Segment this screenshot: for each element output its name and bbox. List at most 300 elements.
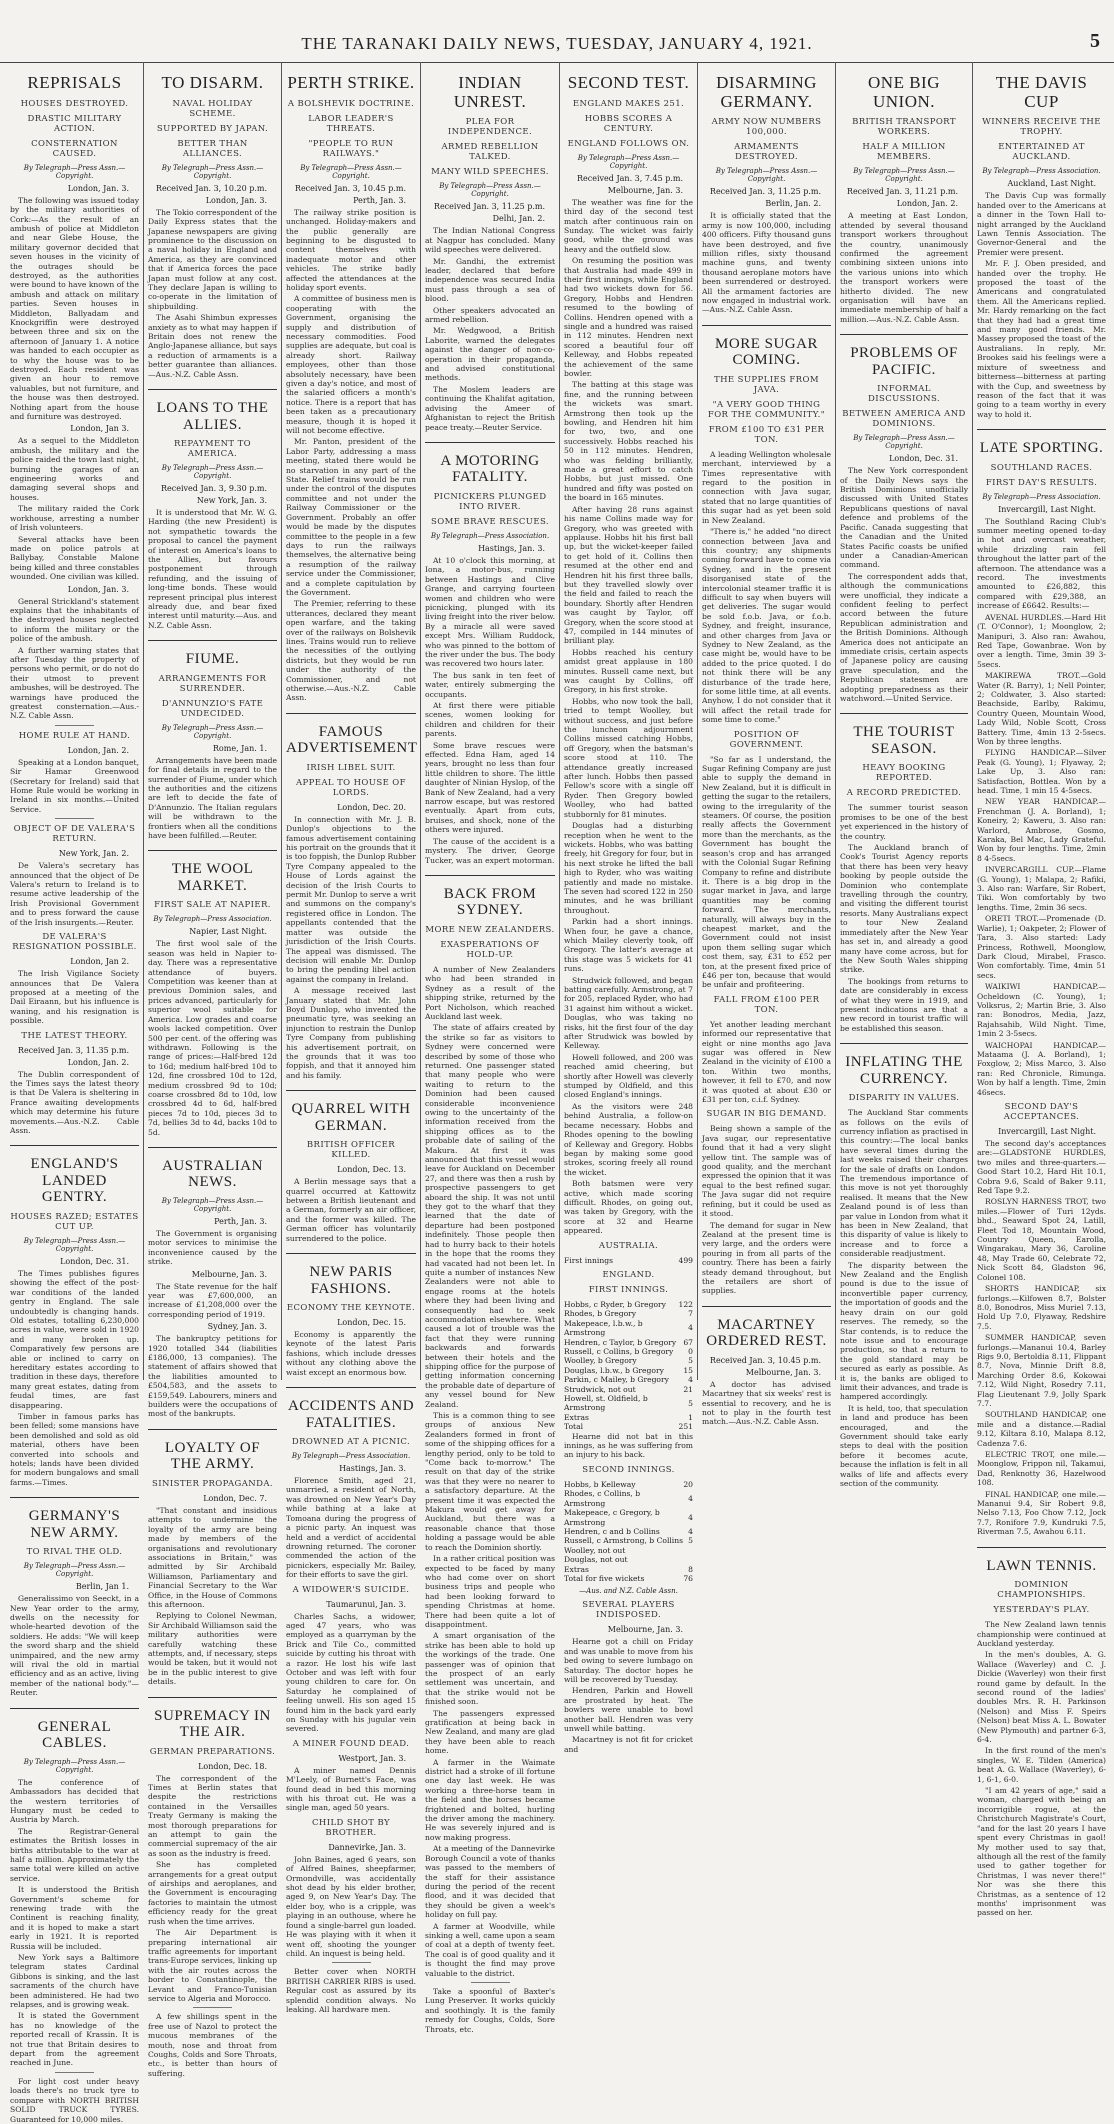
article-subheading: BRITISH OFFICER KILLED.: [306, 1140, 396, 1161]
article-paragraph: Strudwick followed, and began batting carefully. Armstrong, at 7 for 205, replaced Ryder, who had 31 against him without a wicket. Douglas, who was taking no risks, hit the first four of the day after Strudwick was bowled by Kelleway.: [564, 975, 693, 1051]
newspaper-columns: [6, 62, 1110, 2124]
scorecard-runs: 5: [688, 1356, 693, 1366]
scorecard-runs: 4: [688, 1512, 693, 1522]
article-headline: QUARREL WITH GERMAN.: [291, 1101, 411, 1134]
article-paragraph: A leading Wellington wholesale merchant, interviewed by a Times representative with regard to the position in connection with Java sugar, stated that no large quantities of this sugar had as yet been sold in New Zealand.: [702, 449, 831, 525]
article-headline: SUPREMACY IN THE AIR.: [154, 1707, 271, 1741]
article-headline: AUSTRALIAN NEWS.: [162, 1157, 263, 1191]
dateline: Sydney, Jan. 3.: [207, 1322, 267, 1332]
scorecard-runs: 21: [683, 1384, 693, 1394]
scorecard-entry: Hobbs, c Ryder, b Gregory: [564, 1299, 666, 1309]
article-subheading: APPEAL TO HOUSE OF LORDS.: [296, 777, 406, 798]
dateline: Received Jan. 3, 10.45 p.m.: [294, 183, 406, 193]
column-3: [282, 62, 421, 2014]
article-subheading: BETWEEN AMERICA AND DOMINIONS.: [842, 409, 966, 430]
article-paragraph: A further warning states that after Tuesday the property of persons who permit, or do not do their utmost to prevent ambushes, will be destroyed. The warnings have produced the greatest consternation.—Aus.-N.Z. Cable Assn.: [10, 645, 139, 721]
dateline: New York, Jan. 3.: [196, 496, 267, 505]
article-paragraph: In connection with Mr. J. B. Dunlop's objections to the famous advertisement containing his portrait on the grounds that it is too foppish, the Dunlop Rubber Tyre Company appealed to the House of Lords against the decision of the Irish Courts to permit Mr. Dunlop to serve a writ and summons on the company's registered office in London. The appellants contended that the matter was outside the jurisdiction of the Irish Courts. The appeal was dismissed. The decision will enable Mr. Dunlop to bring the pending libel action against the company in Ireland.: [286, 814, 416, 984]
article-paragraph: Arrangements have been made for final details in regard to the surrender of Fiume, under which the authorities and the citizens are left to decide the fate of D'Annunzio. The Italian regulars will be withdrawn to the frontiers when all the conditions have been fulfilled.—Reuter.: [148, 755, 277, 841]
scorecard-entry: Parkin, c Mailey, b Gregory: [564, 1375, 669, 1385]
article-paragraph: Hearne got a chill on Friday and was unable to move from his bed owing to severe lumbago on Saturday. The doctor hopes he will be recovered by Tuesday.: [564, 1637, 693, 1684]
article-subheading: D'ANNUNZIO'S FATE UNDECIDED.: [161, 698, 264, 719]
scorecard-row: [564, 1394, 693, 1413]
article-headline: A MOTORING FATALITY.: [440, 452, 540, 486]
article-paragraph: Other speakers advocated an armed rebellion.: [425, 305, 555, 325]
scorecard-runs: 251: [678, 1422, 693, 1432]
article-paragraph: Yet another leading merchant informed our representative that eight or nine months ago Java sugar was offered in New Zealand in the vicinity of £100 a ton. Within two months, however, it fell to £70, and now it was quoted at about £30 or £31 per ton, c.i.f. Sydney.: [702, 1019, 831, 1105]
article-subheading: A MINER FOUND DEAD.: [292, 1738, 410, 1749]
scorecard-entry: Makepeace, c Gregory, b Armstrong: [564, 1508, 660, 1527]
dateline: Perth, Jan. 3.: [214, 1216, 267, 1226]
article-paragraph: A meeting at East London, attended by several thousand transport workers throughout the country, unanimously confirmed the agreement combining sixteen unions into the various unions into which the transport workers were hitherto divided. The new organisation will have an immediate membership of half a million.—Aus.-N.Z. Cable Assn.: [840, 211, 968, 324]
wire-credit: By Telegraph—Press Association.: [153, 915, 272, 924]
article-subheading: IRISH LIBEL SUIT.: [306, 762, 396, 773]
wire-credit: By Telegraph—Press Assn.—Copyright.: [300, 163, 402, 180]
article-subheading: INFORMAL DISCUSSIONS.: [868, 384, 940, 405]
dateline: Invercargill, Last Night.: [998, 504, 1096, 514]
article-subheading: A RECORD PREDICTED.: [846, 788, 962, 799]
article-subheading: CHILD SHOT BY BROTHER.: [312, 1817, 390, 1838]
article-headline: INFLATING THE CURRENCY.: [845, 1054, 963, 1087]
article-headline: ONE BIG UNION.: [868, 73, 940, 111]
article-headline: ENGLAND'S LANDED GENTRY.: [30, 1156, 119, 1206]
article-paragraph: MAKIREWA TROT.—Gold Water (R. Barry), 1; Nell Pointer, 2; Coldwater, 3. Also started: Beachside, Earlby, Rakimu, Country Queen, Mountain Wood, Lady Wild, Noble Scott, Cross Battery. Time, 4min 13 2-5secs. Won by three lengths.: [977, 671, 1106, 746]
article-subheading: POSITION OF GOVERNMENT.: [729, 729, 804, 750]
article-paragraph: The Registrar-General estimates the British losses in births attributable to the war at half a million. Approximately the same total were killed on active service.: [10, 1826, 139, 1883]
scorecard-row: [564, 1413, 693, 1422]
scorecard-runs: 4: [688, 1526, 693, 1536]
article-subheading: FIRST SALE AT NAPIER.: [154, 900, 271, 911]
section-divider: [148, 640, 277, 641]
section-divider: [10, 1145, 139, 1146]
section-divider: [148, 1697, 277, 1698]
section-divider: [10, 1497, 139, 1498]
article-paragraph: The batting at this stage was fine, and the running between the wickets was smart. Armstrong then took up the bowling, and Hendren hit him for two, two, and one successively. Hobbs reached his 50 in 112 minutes. Hendren, who was fielding brilliantly, made a great effort to catch Hobbs, but just missed. One hundred and fifty was posted on the board in 165 minutes.: [564, 380, 693, 503]
section-divider: [977, 1547, 1106, 1548]
section-divider: [148, 850, 277, 851]
article-paragraph: Some brave rescues were effected. Edna Ham, aged 14 years, brought no less than four little children to shore. The little daughter of Ninian Hyslop, of the Bank of New Zealand, had a very narrow escape, but was restored eventually. Apart from cuts, bruises, and shock, none of the others were injured.: [425, 740, 555, 835]
scorecard-entry: Hobbs, b Kelleway: [564, 1479, 636, 1489]
scorecard-entry: Russell, c Collins, b Gregory: [564, 1347, 674, 1356]
article-paragraph: The first wool sale of the season was held in Napier to-day. There was a representative attendance of buyers. Competition was keener than at previous Dominion sales, and prices advanced, particularly for superior wool suitable for America. Low grades and coarse wools lacked competition. Over 500 per cent. of the offering was withdrawn. Following is the range of prices:—Half-bred 12d to 16d; medium half-bred 10d to 12d, fine crossbred 10d to 12d, medium crossbred 9d to 10d; coarse crossbred 8d to 10d, low crossbred 4d to 6d, half-bred pieces 7d to 10d, pieces 3d to 7d, bellies 3d to 4d, backs 10d to 5d.: [148, 939, 277, 1137]
article-headline: LATE SPORTING.: [979, 440, 1104, 457]
article-paragraph: A farmer at Woodville, while sinking a well, came upon a seam of coal at a depth of twenty feet. The coal is of good quality and it is thought the find may prove valuable to the district.: [425, 1921, 555, 1978]
wire-credit: By Telegraph—Press Assn.—Copyright.: [853, 434, 955, 451]
dateline: London, Dec. 20.: [337, 802, 406, 812]
scorecard-row: [564, 1385, 693, 1394]
article-paragraph: The Times publishes figures showing the effect of the post-war conditions of the landed gentry in England. The sale undoubtedly is changing hands. Old estates, totalling 6,230,000 acres in value, were sold in 1920 and many broken up. Comparatively few persons are able or inclined to carry on hereditary estates according to tradition in these days, therefore many great estates, dating from feudal times, are fast disappearing.: [10, 1268, 139, 1410]
article-paragraph: "I am 42 years of age," said a woman, charged with being an incorrigible rogue, at the Christchurch Magistrate's Court, "and for the last 20 years I have spent every Christmas in gaol! My mother used to say that, although all the rest of the family used to gather together for Christmas, I was never there!" Nor was she there this Christmas, as a sentence of 12 months' imprisonment was passed on her.: [977, 1786, 1106, 1918]
scorecard-row: [564, 1508, 693, 1527]
scorecard-runs: 0: [688, 1347, 693, 1356]
article-paragraph: In the men's doubles, A. G. Wallace (Waverley) and C. J. Dickie (Waverley) won their first round game by default. In the second round of the ladies' doubles Mrs. R. H. Parkinson (Nelson) and Miss F. Speirs (Nelson) beat Miss A. L. Bowater (New Plymouth) and partner 6-3, 6-4.: [977, 1650, 1106, 1745]
scorecard-row: [564, 1309, 693, 1318]
article-headline: GENERAL CABLES.: [37, 1718, 112, 1752]
article-paragraph: On resuming the position was that Australia had made 499 in their first innings, while England had two wickets down for 56. Gregory, Hobbs and Hendren resumed to the bowling of Collins. Hendren opened with a single and a hundred was raised in 112 minutes. Hendren next scored a beautiful four off Kelleway, and Hobbs repeated the achievement of the same bowler.: [564, 256, 693, 378]
scorecard-entry: Douglas, not out: [564, 1555, 628, 1565]
scorecard-entry: Howell, st. Oldfield, b Armstrong: [564, 1394, 648, 1413]
article-headline: PERTH STRIKE.: [287, 73, 415, 92]
scorecard-row: [564, 1256, 693, 1265]
scorecard-runs: 5: [688, 1398, 693, 1408]
article-paragraph: Mr. Panton, president of the Labor Party, addressing a mass meeting, stated there would be no starvation in any part of the State. Relief trains would be run under the control of the disputes committee and not under the Railway Commissioner or the Government. Probably an offer would be made by the disputes committee to the people in a few days to run the railways themselves, the alternative being a resumption of the railway service under the Commissioner, and a complete capitulation by the Government.: [286, 437, 416, 597]
scorecard-entry: Extras: [564, 1564, 589, 1574]
section-divider: [148, 389, 277, 390]
dateline: Melbourne, Jan. 3.: [191, 1269, 267, 1279]
article-paragraph: Hobbs, who now took the ball, tried to tempt Woolley, but without success, and just before the luncheon adjournment Collins missed catching Hobbs, off Gregory, when the batsman's score stood at 110. The attendance greatly increased after lunch. Hobbs then passed Fellow's score with a single off Ryder. Then Gregory bowled Woolley, who had batted stubbornly for 81 minutes.: [564, 696, 693, 819]
article-paragraph: Several attacks have been made on police patrols at Ballybay, Constable Malone being killed and three constables wounded. One civilian was killed.: [10, 534, 140, 582]
section-divider: [148, 1147, 277, 1148]
scorecard-row: [564, 1356, 693, 1365]
dateline: Berlin, Jan. 2.: [765, 199, 821, 209]
wire-credit: By Telegraph—Press Assn.—Copyright.: [23, 1562, 126, 1579]
article-paragraph: The Irish Vigilance Society announces that De Valera proposed at a meeting of the Dail Eiraann, but his influence is waning, and his resignation is possible.: [10, 969, 139, 1026]
article-subheading: SEVERAL PLAYERS INDISPOSED.: [582, 1600, 675, 1621]
article-paragraph: SHORTS HANDICAP, six furlongs.—Kilfowen 8.7, Bolster 8.0, Bonodros, Miss Muriel 7.13, Hold Up 7.0, Flyaway, Redshire 7.5.: [977, 1284, 1106, 1331]
article-paragraph: Hearne did not bat in this innings, as he was suffering from an injury to his back.: [564, 1431, 693, 1460]
article-paragraph: It is understood the British Government's scheme for renewing trade with the Continent is reaching finality, and it is hoped to make a start early in 1921. It is reported Russia will be included.: [10, 1885, 139, 1951]
scorecard-row: [564, 1375, 693, 1384]
article-paragraph: A message received last January stated that Mr. John Boyd Dunlop, who invented the pneumatic tyre, was seeking an injunction to restrain the Dunlop Tyre Company from publishing his advertisement portrait, on the grounds that it was too foppish, and that it annoyed him and his family.: [286, 986, 416, 1080]
article-paragraph: SOUTHLAND HANDICAP, one mile and a distance.—Radial 9.12, Kiltara 8.10, Malapa 8.12, Cadenza 7.6.: [977, 1410, 1106, 1448]
section-divider: [286, 1387, 416, 1388]
article-paragraph: The State revenue for the half year was £7,600,000, an increase of £1,208,000 over the corresponding period of 1919.: [148, 1281, 277, 1319]
article-paragraph: Hendren, Parkin and Howell are prostrated by heat. The bowlers were unable to bowl another ball. Hendren was very unwell while batting.: [564, 1686, 693, 1733]
article-paragraph: The summer tourist season promises to be one of the best yet experienced in the history of the country.: [840, 803, 968, 841]
scorecard-runs: 499: [678, 1255, 693, 1265]
article-subheading: HOBBS SCORES A CENTURY.: [584, 113, 673, 134]
dateline: Received Jan. 3, 7.45 p.m.: [577, 173, 683, 183]
article-paragraph: The New York correspondent of the Daily News says the British Dominions unofficially discussed with United States Republicans questions of naval defence and problems of the Pacific. Canada suggesting that the Canadian and the United States Pacific coasts be unified under a Canadian-American command.: [840, 466, 968, 570]
article-paragraph: The Auckland Star comments as follows on the evils of currency inflation as practised in this country:—The local banks have several times during the last weeks raised their charges for the sale of drafts on London. The tremendous importance of this move is not yet thoroughly realised. It means that the New Zealand pound is of less than par value in London from what it has been in New Zealand, that this disparity of value is likely to increase and to force a considerable readjustment.: [840, 1108, 968, 1259]
scorecard-entry: Hendren, c and b Collins: [564, 1526, 660, 1536]
article-paragraph: The bankruptcy petitions for 1920 totalled 344 (liabilities £186,000, 13 companies). The statement of affairs showed that the liabilities amounted to £504,583, and the assets to £159,549. Labourers, miners and builders were the occupations of most of the bankrupts.: [148, 1334, 277, 1419]
column-2: [144, 62, 282, 2078]
article-paragraph: As a sequel to the Middleton ambush, the military and the police raided the town last night, burning the garages of an engineering works and damaging several shops and houses.: [10, 436, 139, 502]
dateline: Received Jan. 3, 11.35 p.m.: [17, 1045, 129, 1055]
dateline: Dannevirke, Jan. 3.: [328, 1842, 406, 1852]
article-paragraph: ELECTRIC TROT, one mile.—Moonglow, Frippon nil, Takamui, Dad, Renknotty 36, Hazelwood 108.: [977, 1450, 1106, 1488]
scorecard-entry: Rhodes, b Gregory: [564, 1309, 637, 1319]
article-paragraph: The Government is organising motor services to minimise the inconvenience caused by the strike.: [148, 1228, 277, 1267]
article-paragraph: SUMMER HANDICAP, seven furlongs.—Mananui 10.4, Barley Rigs 9.0, Bertoldia 8.11, Flippant 8.7, Nova, Minnie Drift 8.8, Marching Order 8.6, Kokowai 7.12, Wild Night, Rosedry 7.11, Flag Lieutenant 7.9, Jolly Spark 7.7.: [977, 1333, 1106, 1408]
article-headline: LAWN TENNIS.: [986, 1557, 1097, 1574]
column-1: [6, 62, 144, 2124]
article-paragraph: Economy is apparently the keynote of the latest Paris fashions, which include dresses without any clothing above the waist except an enormous bow.: [286, 1330, 416, 1377]
dateline: London, Jan. 2.: [67, 745, 129, 755]
scorecard-runs: 76: [683, 1573, 693, 1583]
divider-rule: [55, 2072, 94, 2073]
article-paragraph: Generalissimo von Seeckt, in a New Year order to the army, dwells on the necessity for whole-hearted devotion of the soldiers. He adds: "We will keep the sword sharp and the shield unimpaired, and the new army will rival the old in martial efficiency and as an active, living member of the national body."—Reuter.: [10, 1594, 139, 1698]
article-headline: MORE SUGAR COMING.: [715, 335, 818, 369]
wire-credit: By Telegraph—Press Assn.—Copyright.: [161, 464, 264, 480]
article-subheading: ARRANGEMENTS FOR SURRENDER.: [158, 673, 267, 694]
article-headline: MACARTNEY ORDERED REST.: [706, 1316, 827, 1350]
scorecard-runs: 20: [683, 1479, 693, 1489]
article-subheading: ENTERTAINED AT AUCKLAND.: [998, 142, 1085, 163]
masthead: [0, 0, 1114, 63]
article-paragraph: It is officially stated that the army is now 100,000, including 400 officers. Fifty thousand guns have been destroyed, and five million rifles, sixty thousand machine guns, and twenty thousand aeroplane motors have been surrendered or destroyed. All the armament factories are now engaged in industrial work.—Aus.-N.Z. Cable Assn.: [702, 211, 831, 315]
article-subheading: WINNERS RECEIVE THE TROPHY.: [982, 117, 1101, 138]
article-paragraph: The Asahi Shimbun expresses anxiety as to what may happen if Britain does not renew the Anglo-Japanese alliance, but says a reduction of armaments is a better guarantee than alliances.—Aus.-N.Z. Cable Assn.: [148, 313, 277, 379]
article-paragraph: A number of New Zealanders who had been stranded in Sydney as a result of the shipping strike, returned by the Port Nicholson, which reached Auckland last week.: [425, 964, 555, 1021]
wire-credit: By Telegraph—Press Association.: [430, 531, 550, 540]
scorecard-runs: 4: [688, 1375, 693, 1385]
article-paragraph: In a rather critical position was expected to be faced by many who had come over on short business trips and people who had been looking forward to spending Christmas at home. There had been quite a lot of disappointment.: [425, 1554, 555, 1629]
wire-credit: By Telegraph—Press Association.: [982, 167, 1101, 176]
wire-credit: By Telegraph—Press Assn.—Copyright.: [161, 723, 264, 740]
column-7: [836, 62, 973, 1488]
article-paragraph: The following was issued today by the military authorities of Cork:—As the result of an ambush of police at Middleton and near Glebe House, the military governor decided that seven houses in the vicinity of the outrages should be destroyed, as the authorities were bound to have known of the ambush and attack on military parties. Seven houses in Middleton, Ballyadam and Knockgriffin were destroyed between three and six on the afternoon of January 1. A notice was handed to each occupier as to why the house was to be destroyed. Each resident was given an hour to remove valuables, but not furniture, and the house was then destroyed. Nothing apart from the house and furniture was destroyed.: [10, 195, 139, 422]
article-paragraph: The demand for sugar in New Zealand at the present time is very large, and the orders were pouring in from all parts of the country. There has been a fairly steady demand throughout, but the retailers are short of supplies.: [702, 1220, 831, 1296]
article-paragraph: A smart organisation of the strike has been able to hold up the workings of the trade. One passenger was of opinion that the prospect of an early settlement was uncertain, and that the strike would not be finished soon.: [425, 1631, 555, 1707]
section-divider: [425, 875, 555, 876]
article-paragraph: Speaking at a London banquet, Sir Hamar Greenwood (Secretary for Ireland) said that Home Rule would be working in Ireland in six months.—United Service.: [10, 757, 139, 814]
article-paragraph: Better cover when NORTH BRITISH CARRIER RIBS is used. Regular cost as assured by its splendid condition always. No leaking. All hardware men.: [286, 1967, 416, 2014]
wire-credit: By Telegraph—Press Assn.—Copyright.: [577, 153, 680, 170]
dateline: London, Jan. 3.: [67, 183, 129, 193]
article-subheading: SINISTER PROPAGANDA.: [152, 1478, 273, 1489]
article-paragraph: Douglas had a disturbing reception when he went to the wickets. Hobbs, who was batting freely, hit Gregory for four, but in his next stroke he lifted the ball high to Ryder, who was waiting patiently and made no mistake. The seven had scored 122 in 250 minutes, and he was brilliant throughout.: [564, 821, 693, 915]
dateline: London, Jan. 3.: [67, 584, 129, 594]
article-subheading: CONSTERNATION CAUSED.: [31, 138, 118, 159]
dateline: Received Jan. 3, 11.25 p.m.: [433, 202, 545, 212]
wire-credit: By Telegraph—Press Assn.—Copyright.: [853, 167, 955, 184]
article-paragraph: AVENAL HURDLES.—Hard Hit (T. O'Connor), 1; Moonglow, 2; Manipuri, 3. Also ran: Awahou, Red Tape, Gowanbrae. Won by over a length. Time, 3min 39 3-5secs.: [977, 612, 1106, 669]
article-subheading: REPAYMENT TO AMERICA.: [173, 439, 252, 459]
dateline: Invercargill, Last Night.: [998, 1127, 1096, 1136]
wire-credit: By Telegraph—Press Assn.—Copyright.: [161, 1196, 264, 1213]
article-paragraph: INVERCARGILL CUP.—Flame (G. Young), 1; Malapa, 2; Rafiki, 3. Also ran: Warfare, Sir Robert, Tiki. Won comfortably by two lengths. Time, 2min 36 secs.: [977, 865, 1106, 912]
wire-credit: By Telegraph—Press Association.: [982, 492, 1101, 501]
article-paragraph: Both batsmen were very active, which made scoring difficult. Rhodes, on going out, was taken by Gregory, with the score at 32 and Hearne appeared.: [564, 1179, 693, 1236]
article-subheading: "A VERY GOOD THING FOR THE COMMUNITY.": [707, 399, 826, 420]
article-subheading: ARMAMENTS DESTROYED.: [734, 142, 799, 163]
section-divider: [10, 1708, 139, 1709]
scorecard-entry: Total for five wickets: [564, 1573, 645, 1583]
article-paragraph: The military raided the Cork workhouse, arresting a number of Irish volunteers.: [10, 504, 139, 533]
article-paragraph: Mr. Wedgwood, a British Laborite, warned the delegates against the danger of non-co-operation in their propaganda, and advised constitutional methods.: [425, 326, 555, 383]
article-paragraph: WAIKIWI HANDICAP.—Ocheldown (C. Young), 1; Volksrus, 2; Martin Brie, 3. Also ran: Bonodros, Media, Jazz, Rajahsahib, Wild Night. Time, 1min 2 3-5secs.: [977, 982, 1106, 1039]
article-paragraph: The correspondent of the Times at Berlin states that despite the restrictions contained in the Versailles Treaty Germany is making the most thorough preparations for an attempt to gain the commercial supremacy of the air as soon as the industry is freed.: [148, 1773, 277, 1858]
section-divider: [286, 1253, 416, 1254]
scorecard-table: [564, 1300, 693, 1432]
article-paragraph: The state of affairs created by the strike so far as visitors to Sydney were concerned were described by some of those who returned. One passenger stated that many people who were waiting to return to the Dominion had been caused considerable inconvenience owing to the uncertainty of the information received from the shipping offices as to the probable date of sailing of the Makura. At first it was announced that this vessel would leave for Auckland on December 27, and there was then a rush by prospective passengers to get aboard the ship. It was not until they got to the wharf that they learned that the date of departure had been postponed indefinitely. Those people then had to hurry back to their hotels in the hope that the rooms they had vacated had not been let. In quite a number of instances New Zealanders were not able to engage rooms at the hotels where they had been living and consequently had to seek accommodation elsewhere. What caused a lot of trouble was the fact that they were running backwards and forwards between their hotels and the shipping office for the purpose of getting information concerning the probable date of departure of any vessel bound for New Zealand.: [425, 1023, 555, 1409]
section-divider: [148, 1429, 277, 1430]
article-subheading: NAVAL HOLIDAY SCHEME.: [172, 98, 253, 119]
scorecard-runs: 4: [688, 1493, 693, 1503]
article-paragraph: The second day's acceptances are:—GLADSTONE HURDLES, two miles and three-quarters.—Good Start 10.2, Hard Hit 10.1, Cobra 9.6, Scald of Baker 9.11, Red Tape 9.2.: [977, 1139, 1106, 1196]
dateline: Berlin, Jan 1.: [75, 1582, 129, 1592]
scorecard-entry: Russell, c Armstrong, b Collins: [564, 1536, 684, 1546]
article-paragraph: Parkin had a short innings. When four, he gave a chance, which Mailey cleverly took, off Gregory. The latter's average at this stage was 5 wickets for 41 runs.: [564, 917, 693, 974]
page-number: 5: [1090, 30, 1100, 52]
article-subheading: FIRST DAY'S RESULTS.: [985, 477, 1098, 488]
article-paragraph: ORETI TROT.—Promenade (D. Warlie), 1; Oakpeter, 2; Flower of Tara, 3. Also started: Lady Princess, Rothwell, Moonglow, Dark Cloud, Mirabel, Frasco. Won comfortably. Time, 4min 51 secs.: [977, 914, 1106, 980]
article-headline: TO DISARM.: [161, 73, 264, 92]
article-paragraph: Macartney is not fit for cricket and: [564, 1735, 693, 1754]
dateline: Received Jan. 3, 10.20 p.m.: [155, 183, 267, 193]
newspaper-title: THE TARANAKI DAILY NEWS, TUESDAY, JANUARY 4, 1921.: [301, 34, 813, 53]
section-divider: [286, 713, 416, 714]
wire-credit: By Telegraph—Press Association.: [291, 1452, 411, 1461]
article-headline: FIUME.: [185, 651, 240, 668]
article-subheading: TO RIVAL THE OLD.: [26, 1547, 123, 1558]
article-paragraph: FLYING HANDICAP.—Silver Peak (G. Young), 1; Flyaway, 2; Lake Up, 3. Also ran: Satisfaction, Bottlea. Won by a head. Time, 1 min 15 4-5secs.: [977, 748, 1106, 795]
article-subheading: HEAVY BOOKING REPORTED.: [862, 763, 946, 784]
article-subheading: MORE NEW ZEALANDERS.: [425, 924, 555, 935]
column-5: [560, 62, 698, 1754]
article-paragraph: NEW YEAR HANDICAP.—Frenchman (J. A. Borland), 1; Koneiry, 2; Kaweru, 3. Also ran: Warlord, Ambrose, Gosmo, Karaka, Bel Mac, Lady Grateful. Won by four lengths. Time, 2min 8 4-5secs.: [977, 797, 1106, 863]
article-paragraph: She has completed arrangements for a great output of airships and aeroplanes, and the Government is encouraging factories to maintain the utmost efficiency ready for the great rush when the time arrives.: [148, 1860, 277, 1926]
divider-rule: [55, 725, 94, 726]
scorecard-row: [564, 1347, 693, 1356]
dateline: London, Dec. 13.: [337, 1165, 406, 1175]
article-paragraph: John Baines, aged 6 years, son of Alfred Baines, sheepfarmer, Ormondville, was accidentally shot dead by his elder brother, aged 9, on New Year's Day. The elder boy, who is a cripple, was playing in an outhouse, where he found a single-barrel gun loaded. He was playing with it when it went off, shooting the younger child. An inquest is being held.: [286, 1854, 416, 1958]
wire-credit: By Telegraph—Press Assn.—Copyright.: [715, 167, 818, 184]
section-divider: [702, 1306, 831, 1307]
article-headline: THE DAVIS CUP: [995, 73, 1088, 111]
article-headline: PROBLEMS OF PACIFIC.: [850, 345, 958, 378]
article-paragraph: The New Zealand lawn tennis championship were continued at Auckland yesterday.: [977, 1620, 1106, 1648]
dateline: London, Dec. 15.: [337, 1318, 406, 1328]
scorecard-entry: Rhodes, c Collins, b Armstrong: [564, 1489, 641, 1508]
article-paragraph: ROSLYN HARNESS TROT, two miles.—Flower of Turi 12yds. bhd., Seaward Spot 24, Latill, Fleet Tod 18, Mountain Wood, Country Queen, Earolla, Wingarakau, Mary 36, Caroline 48, May Trade 60, Celebrate 72, Nick Scott 84, Gladston 96, Colonel 108.: [977, 1197, 1106, 1282]
article-subheading: A BOLSHEVIK DOCTRINE.: [287, 98, 415, 109]
dateline: Hastings, Jan. 3.: [339, 1464, 406, 1474]
article-paragraph: The correspondent adds that, although the communications were unofficial, they indicate a confident feeling to perfect accord between the future Republican administration and the British Dominions. Although America does not anticipate an immediate crisis, certain aspects of Japanese policy are causing grave speculation, and the Republican statesmen are adopting preparedness as their watchword.—United Service.: [840, 571, 968, 703]
article-headline: THE WOOL MARKET.: [171, 861, 254, 894]
section-divider: [702, 325, 831, 326]
article-subheading: SUPPORTED BY JAPAN.: [156, 123, 269, 134]
section-divider: [840, 1043, 968, 1044]
article-headline: THE TOURIST SEASON.: [853, 724, 955, 757]
scorecard-entry: Extras: [564, 1412, 589, 1422]
article-subheading: DROWNED AT A PICNIC.: [291, 1437, 411, 1448]
scorecard-table: [564, 1480, 693, 1583]
article-subheading: LABOR LEADER'S THREATS.: [308, 113, 394, 134]
article-subheading: HOUSES RAZED; ESTATES CUT UP.: [10, 1211, 139, 1232]
scorecard-entry: Woolley, b Gregory: [564, 1356, 637, 1366]
scorecard-row: [564, 1536, 693, 1545]
article-paragraph: In the first round of the men's singles, W. E. Tilden (America) beat A. G. Wallace (Waverley), 6-1, 6-1, 6-0.: [977, 1746, 1106, 1784]
scorecard-runs: 5: [688, 1536, 693, 1546]
wire-credit: By Telegraph—Press Assn.—Copyright.: [23, 163, 126, 180]
article-paragraph: Charles Sachs, a widower, aged 47 years, who was employed as a quarryman by the Brick and Tile Co., committed suicide by cutting his throat with a razor. He lost his wife last October and was left with four young children to care for. On Saturday he complained of feeling unwell. His son aged 15 found him in the back yard early on Sunday with his jugular vein severed.: [286, 1611, 416, 1734]
article-paragraph: Take a spoonful of Baxter's Lung Preserver. It works quickly and soothingly. It is the family remedy for Coughs, Colds, Sore Throats, etc.: [425, 1986, 555, 2034]
scorecard-runs: [683, 1546, 693, 1555]
dateline: London, Jan 2.: [70, 957, 129, 967]
section-divider: [425, 442, 555, 443]
article-paragraph: It is understood that Mr. W. G. Harding (the new President) is not sympathetic towards the proposal to cancel the payment of interest on America's loans to the Allies, but favours postponement through refunding, and the issuing of long-time bonds. These would represent principal plus interest already due, and bear fixed interest until maturity.—Aus. and N.Z. Cable Assn.: [148, 508, 277, 630]
scorecard-runs: [683, 1555, 693, 1564]
scorecard-row: [564, 1555, 693, 1564]
article-paragraph: New York says a Baltimore telegram states Cardinal Gibbons is sinking, and the last sacraments of the church have been administered. He had two relapses, and is growing weak.: [10, 1953, 139, 2010]
article-subheading: SOME BRAVE RESCUES.: [431, 516, 549, 527]
wire-credit: By Telegraph—Press Assn.—Copyright.: [161, 163, 264, 180]
article-paragraph: General Strickland's statement explains that the inhabitants of the destroyed houses neglected to inform the military or the police of the ambush.: [10, 596, 139, 644]
dateline: Hastings, Jan. 3.: [478, 543, 545, 553]
wire-credit: By Telegraph—Press Assn.—Copyright.: [439, 182, 541, 199]
article-headline: REPRISALS: [27, 73, 122, 92]
article-paragraph: The Moslem leaders are continuing the Khalifat agitation, advising the Ameer of Afghanistan to reject the British peace treaty.—Reuter Service.: [425, 384, 555, 432]
article-paragraph: De Valera's secretary has announced that the object of De Valera's return to Ireland is to resume active leadership of the Irish Provisional Government and to press forward the cause of the Irish insurgents.—Reuter.: [10, 861, 139, 927]
article-subheading: BETTER THAN ALLIANCES.: [177, 138, 248, 159]
article-subheading: ENGLAND MAKES 251.: [572, 98, 685, 109]
article-subheading: FIRST INNINGS.: [588, 1284, 669, 1295]
dateline: Melbourne, Jan. 3.: [745, 1367, 821, 1377]
article-paragraph: The Tokio correspondent of the Daily Express states that the Japanese newspapers are giving prominence to the discussion on a naval holiday in England and America, as they are convinced that if America forces the pace Japan must follow at any cost. They declare Japan is willing to co-operate in the limitation of shipbuilding.: [148, 207, 277, 311]
scorecard-row: [564, 1489, 693, 1508]
article-subheading: EXASPERATIONS OF HOLD-UP.: [440, 939, 540, 960]
article-paragraph: Mr. Gandhi, the extremist leader, declared that before independence was secured India must pass through a sea of blood.: [425, 256, 555, 304]
article-subheading: ARMED REBELLION TALKED.: [441, 142, 539, 163]
dateline: Perth, Jan. 3.: [353, 195, 406, 205]
dateline: Westport, Jan. 3.: [338, 1753, 406, 1763]
dateline: Auckland, Last Night.: [1007, 179, 1096, 189]
article-paragraph: Howell followed, and 200 was reached amid cheering, but shortly after Howell was cleverly stumped by Oldfield, and this closed England's innings.: [564, 1052, 693, 1100]
scorecard-entry: First innings: [564, 1255, 613, 1265]
article-paragraph: The weather was fine for the third day of the second test match after continuous rain on Sunday. The wicket was fairly good, while the ground was heavy and the outfield slow.: [564, 197, 693, 254]
section-divider: [977, 429, 1106, 430]
article-paragraph: The bus sank in ten feet of water, entirely submerging the occupants.: [425, 670, 555, 699]
wire-credit: By Telegraph—Press Assn.—Copyright.: [23, 1236, 126, 1253]
article-paragraph: "There is," he added "no direct connection between Java and this country; any shipments coming forward have to come via Sydney, and in the present disorganised state of the intercolonial steamer traffic it is difficult to say when buyers will get deliveries. The sugar would be sold f.o.b. Java, or f.o.b. Sydney, and freight, insurance, and other charges from Java or Sydney to New Zealand, as the case might be, would have to be added to the price quoted. I do not think there will be any disturbance of the trade here, for some little time, at all events. Anyhow, I do not consider that it will affect the retail trade for some time to come.": [702, 527, 831, 725]
column-8: [973, 62, 1110, 1918]
article-paragraph: Mr. F. J. Oben presided, and handed over the trophy. He proposed the toast of the Americans and congratulated them. All the Americans replied. Mr. Hardy remarking on the fact that they had had a great time and many good friends. Mr. Massey proposed the toast of the Australians. In reply, Mr. Brookes said his feelings were a mixture of sweetness and bitterness—bitterness at parting with the Cup, and sweetness by reason of the fact that it was going to a team worthy in every way to hold it.: [977, 259, 1106, 419]
article-subheading: MANY WILD SPEECHES.: [431, 167, 549, 178]
article-paragraph: Hobbs reached his century amidst great applause in 180 minutes. Russell came next, but was caught by Collins, off Gregory, in his first stroke.: [564, 647, 693, 695]
wire-credit: By Telegraph—Press Assn.—Copyright.: [23, 1757, 126, 1774]
article-paragraph: A Berlin message says that a quarrel occurred at Kattowitz between a British lieutenant and a German, formerly an air officer, and the former was killed. The German officer has voluntarily surrendered to the police.: [286, 1177, 416, 1243]
article-paragraph: A farmer in the Waimate district had a stroke of ill fortune one day last week. He was working a three-horse team in the field and the horses became frightened and bolted, hurling the driver among the machinery. He was severely injured and is now making progress.: [425, 1757, 555, 1842]
article-paragraph: "That constant and insidious attempts to undermine the loyalty of the army are being made by members of the organisations and revolutionary associations in Britain," was admitted by Sir Archibald Williamson, Parliamentary and Financial Secretary to the War Office, in the House of Commons this afternoon.: [148, 1505, 277, 1609]
article-paragraph: It is held, too, that speculation in land and produce has been encouraged, and the Government should take early steps to deal with the position before it becomes acute, because the inflation is felt in all walks of life and affects every section of the community.: [840, 1403, 968, 1488]
article-paragraph: At 10 o'clock this morning, at Iona, a motor-bus, running between Hastings and Clive Grange, and carrying fourteen women and children who were picnicking, plunged with its living freight into the river below. By a miracle all were saved except Mrs. William Ruddock, who was pinned to the bottom of the river under the bus. The body was recovered two hours later.: [425, 555, 555, 669]
article-headline: NEW PARIS FASHIONS.: [309, 1264, 393, 1297]
article-headline: GERMANY'S NEW ARMY.: [28, 1508, 121, 1541]
scorecard-table: [564, 1256, 693, 1265]
dateline: London, Jan. 2.: [67, 1057, 129, 1067]
article-paragraph: The Southland Racing Club's summer meeting opened to-day in hot and overcast weather, while drizzling rain fell throughout the latter part of the afternoon. The attendance was a record. The investments amounted to £26,882, this compared with £29,388, an increase of £6642. Results:—: [977, 516, 1106, 611]
article-paragraph: The railway strike position is unchanged. Holiday-makers and the public generally are beginning to be disgusted to content themselves with inadequate motor and other vehicles. The strike badly affected the attendances at the holiday sport events.: [286, 207, 416, 292]
dateline: London, Dec. 31.: [889, 454, 958, 464]
article-paragraph: "So far as I understand, the Sugar Refining Company are just able to supply the demand in New Zealand, but it is difficult in getting the sugar to the retailers, owing to the irregularity of the steamers. Of course, the position really affects the Government more than the merchants, as the Government has bought the season's crop and has arranged with the Colonial Sugar Refining Company to refine and distribute it. There is a big drop in the sugar market in Java, and large quantities may be coming forward. The merchants, naturally, will always buy in the cheapest market, and the Government could not insist upon them selling sugar which cost them, say, £31 to £52 per ton, at the present fixed price of £46 per ton, because that would be unfair and profiteering.: [702, 754, 832, 990]
article-paragraph: Timber in famous parks has been felled; some mansions have been demolished and sold as old material, others have been converted into schools and hotels; lands have been divided for modern bungalows and small farms.—Times.: [10, 1411, 139, 1487]
article-subheading: HALF A MILLION MEMBERS.: [862, 142, 946, 163]
article-headline: LOYALTY OF THE ARMY.: [164, 1439, 261, 1473]
dateline: Received Jan. 3, 11.25 p.m.: [709, 187, 821, 197]
article-subheading: THE LATEST THEORY.: [21, 1030, 128, 1041]
dateline: Received Jan. 3, 11.21 p.m.: [846, 187, 958, 197]
article-paragraph: A few shillings spent in the free use of Nazol to protect the mucous membranes of the mouth, nose and throat from Coughs, Colds and Sore Throats, etc., is better than hours of suffering.: [148, 2012, 277, 2078]
article-headline: LOANS TO THE ALLIES.: [156, 400, 269, 433]
scorecard-runs: 8: [688, 1564, 693, 1574]
article-paragraph: The Air Department is preparing international air traffic agreements for important trans-Europe services, linking up with the air routes across the border to Constantinople, the Levant and Franco-Tunisian service to Algeria and Morocco.: [148, 1928, 277, 2003]
article-headline: ACCIDENTS AND FATALITIES.: [287, 1398, 415, 1431]
article-headline: INDIAN UNREST.: [453, 73, 527, 111]
dateline: Rome, Jan. 1.: [212, 743, 267, 753]
article-paragraph: WAICHOPAI HANDICAP.—Mataama (J. A. Borland), 1; Foxglow, 2; Miss Marco, 3. Also ran: Red Chronicle, Rimunga. Won by half a length. Time, 2min 46secs.: [977, 1040, 1106, 1097]
divider-rule: [193, 2007, 232, 2008]
scorecard-runs: 4: [688, 1323, 693, 1333]
article-subheading: OBJECT OF DE VALERA'S RETURN.: [13, 824, 136, 845]
dateline: London, Jan 3.: [70, 424, 129, 434]
scorecard-entry: Woolley, not out: [564, 1545, 626, 1555]
scorecard-entry: Strudwick, not out: [564, 1384, 636, 1394]
article-paragraph: Replying to Colonel Newman, Sir Archibald Williamson said the military authorities were carefully watching these attempts, and, if necessary, steps would be taken, but it would not be in the public interest to give details.: [148, 1611, 277, 1687]
article-subheading: ARMY NOW NUMBERS 100,000.: [711, 117, 822, 138]
